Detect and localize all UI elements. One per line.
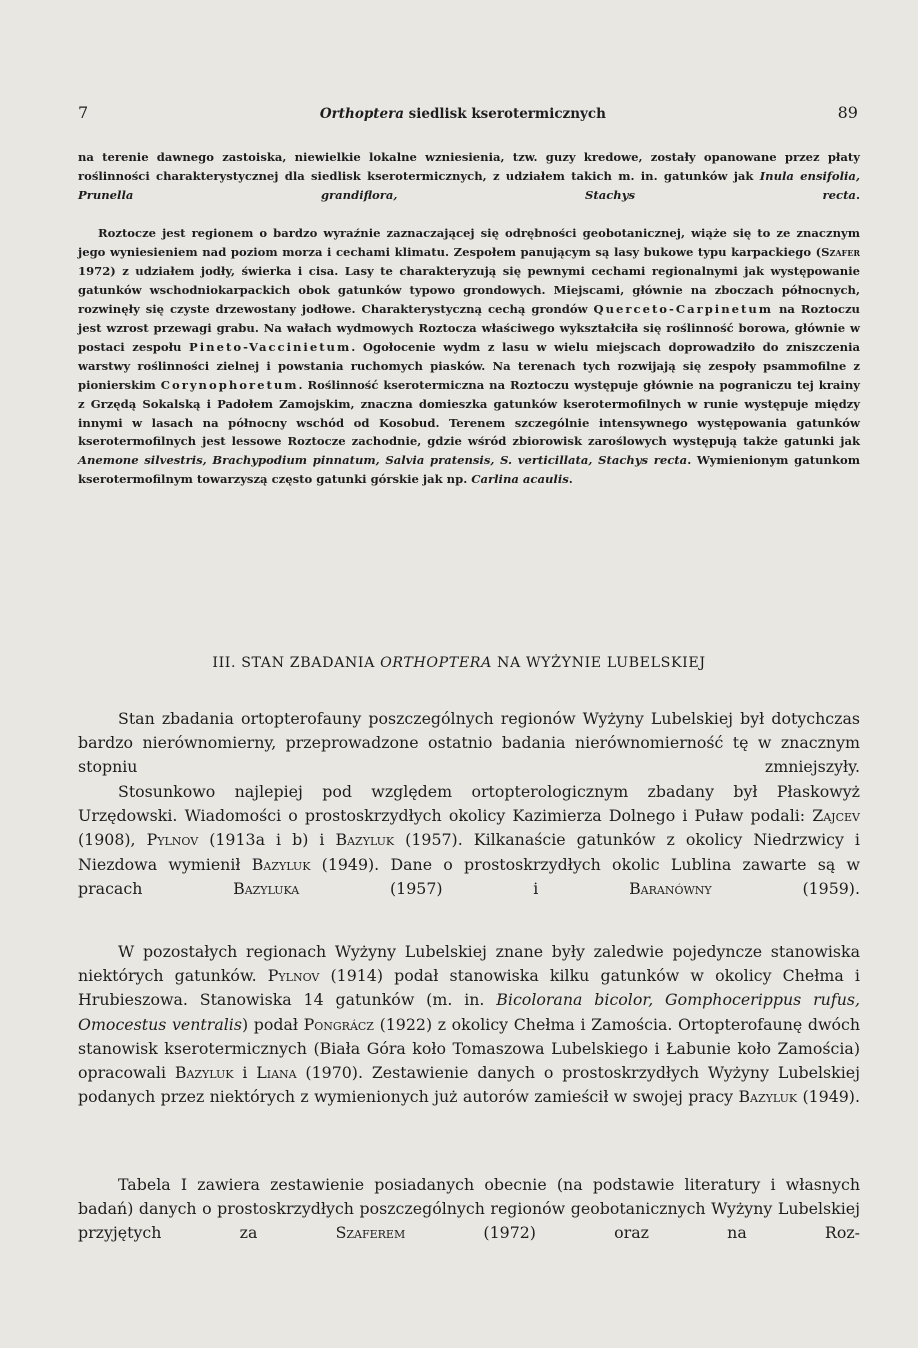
- heading-suffix: NA WYŻYNIE LUBELSKIEJ: [491, 655, 706, 671]
- text-span: (1908),: [78, 830, 147, 850]
- species-names: Bicolorana bicolor, Gomphocerippus rufus, Omocestus ventralis: [78, 990, 860, 1034]
- text-span: (1922) z okolicy Chełma i Zamościa. Ortopterofaunę dwóch stanowisk kserotermicznych (Biała Góra koło Tomaszowa Lubelskiego i Łabunie koło Zamościa) opracowali: [78, 1014, 860, 1083]
- text-span: .: [855, 187, 860, 202]
- text-span: (1914) podał stanowiska kilku gatunków w okolicy Chełma i Hrubieszowa. Stanowiska 14 gatunków (m. in.: [78, 966, 860, 1010]
- heading-italic: ORTHOPTERA: [380, 655, 492, 671]
- text-span: Tabela I zawiera zestawienie posiadanych obecnie (na podstawie literatury i własnych badań) danych o prostoskrzydłych poszczególnych regionów geobotanicznych Wyżyny Lubelskiej przyjętych za: [78, 1175, 860, 1243]
- text-span: (1949). Dane o prostoskrzydłych okolic Lublina zawarte są w pracach: [78, 854, 860, 898]
- chapter-number: 7: [78, 103, 89, 122]
- author-name: Liana: [256, 1063, 297, 1083]
- section-heading: [0, 655, 918, 671]
- heading-prefix: III. STAN ZBADANIA: [212, 655, 381, 671]
- running-title-italic: Orthoptera: [319, 106, 404, 122]
- lower-paragraph-3: [78, 940, 860, 1109]
- lower-paragraph-1: Stan zbadania ortopterofauny poszczególnych regionów Wyżyny Lubelskiej był dotychczas bardzo nierównomierny, przeprowadzone ostatnio badania nierównomierność tę w znacznym stopniu zmniejszyły.: [78, 709, 860, 777]
- lower-paragraph-2: [78, 780, 860, 901]
- author-name: Bazyluk: [738, 1087, 798, 1107]
- text-span: (1957). Kilkanaście gatunków z okolicy Niedrzwicy i Niezdowa wymienił: [78, 830, 860, 874]
- author-name: Pongrácz: [303, 1014, 374, 1034]
- author-name: Bazyluk: [335, 830, 395, 850]
- text-span: . Ogołocenie wydm z lasu w wielu miejscach doprowadziło do zniszczenia warstwy roślinności zielnej i powstania ruchomych piasków. Na terenach tych rozwijają się zespoły psammofilne z pionierskim: [78, 339, 860, 392]
- text-span: W pozostałych regionach Wyżyny Lubelskiej znane były zaledwie pojedyncze stanowiska niektórych gatunków.: [78, 942, 860, 986]
- text-span: na Roztoczu jest wzrost przewagi grabu. Na wałach wydmowych Roztocza właściwego wykształciła się roślinność borowa, głównie w postaci zespołu: [78, 301, 860, 354]
- lower-paragraph-4: [78, 1173, 860, 1246]
- species-names: Anemone silvestris, Brachypodium pinnatum, Salvia pratensis, S. verticillata, Stachys recta: [78, 453, 688, 468]
- association-name: Corynophoretum: [160, 377, 299, 392]
- text-span: i: [233, 1063, 257, 1083]
- species-names: Inula ensifolia, Prunella grandiflora, Stachys recta: [78, 168, 860, 202]
- text-span: (1970). Zestawienie danych o prostoskrzydłych Wyżyny Lubelskiej podanych przez niektórych z wymienionych już autorów zamieścił w swojej pracy: [78, 1063, 860, 1107]
- author-name: Pylnov: [267, 966, 320, 986]
- text-span: ) podał: [241, 1014, 304, 1034]
- author-name: Bazyluk: [251, 854, 311, 874]
- author-name: Bazyluk: [174, 1063, 234, 1083]
- author-name: Szaferem: [335, 1223, 406, 1243]
- text-span: Roztocze jest regionem o bardzo wyraźnie zaznaczającej się odrębności geobotanicznej, wiąże się to ze znacznym jego wyniesieniem nad poziom morza i cechami klimatu. Zespołem panującym są lasy bukowe typu karpackiego (: [78, 226, 860, 259]
- author-name: Szafer: [821, 244, 860, 259]
- page-number: 89: [837, 103, 858, 122]
- running-title: [320, 106, 606, 122]
- text-span: . Roślinność kserotermiczna na Roztoczu występuje głównie na pograniczu tej krainy z Grzędą Sokalską i Padołem Zamojskim, znaczna domieszka gatunków kserotermofilnych w runie występuje między innymi w lasach na północny wschód od Kosobud. Terenem szczególnie intensywnego występowania gatunków kserotermofilnych jest lessowe Roztocze zachodnie, gdzie wśród zbiorowisk zaroślowych występują także gatunki jak: [78, 377, 860, 449]
- species-names: Carlina acaulis: [471, 472, 569, 487]
- text-span: (1957) i: [299, 878, 630, 898]
- text-span: na terenie dawnego zastoiska, niewielkie lokalne wzniesienia, tzw. guzy kredowe, zostały opanowane przez płaty roślinności charakterystycznej dla siedlisk kserotermicznych, z udziałem takich m. in. gatunków jak: [78, 150, 860, 183]
- text-span: 1972) z udziałem jodły, świerka i cisa. Lasy te charakteryzują się pewnymi cechami regionalnymi jak występowanie gatunków wschodniokarpackich obok gatunków typowo grondowych. Miejscami, głównie na zboczach północnych, rozwinęły się czyste drzewostany jodłowe. Charakterystyczną cechą grondów: [78, 263, 860, 316]
- association-name: Querceto-Carpinetum: [593, 301, 774, 316]
- running-head: [78, 103, 858, 125]
- association-name: Pineto-Vaccinietum: [189, 339, 352, 354]
- running-title-rest: siedlisk kserotermicznych: [403, 106, 606, 122]
- text-span: Stosunkowo najlepiej pod względem ortopterologicznym zbadany był Płaskowyż Urzędowski. Wiadomości o prostoskrzydłych okolicy Kazimierza Dolnego i Puław podali:: [78, 782, 860, 826]
- text-span: . Wymienionym gatunkom kserotermofilnym towarzyszą często gatunki górskie jak np.: [78, 453, 860, 487]
- text-span: (1949).: [797, 1087, 860, 1107]
- upper-paragraph-1: [78, 148, 860, 205]
- upper-paragraph-2: [78, 224, 860, 489]
- text-span: .: [568, 472, 573, 487]
- text-span: (1913a i b) i: [198, 830, 336, 850]
- text-span: (1972) oraz na Roz-: [405, 1223, 860, 1243]
- author-name: Bazyluka: [233, 878, 300, 898]
- author-name: Baranówny: [629, 878, 712, 898]
- author-name: Pylnov: [146, 830, 199, 850]
- author-name: Zajcev: [812, 806, 860, 826]
- text-span: (1959).: [711, 878, 860, 898]
